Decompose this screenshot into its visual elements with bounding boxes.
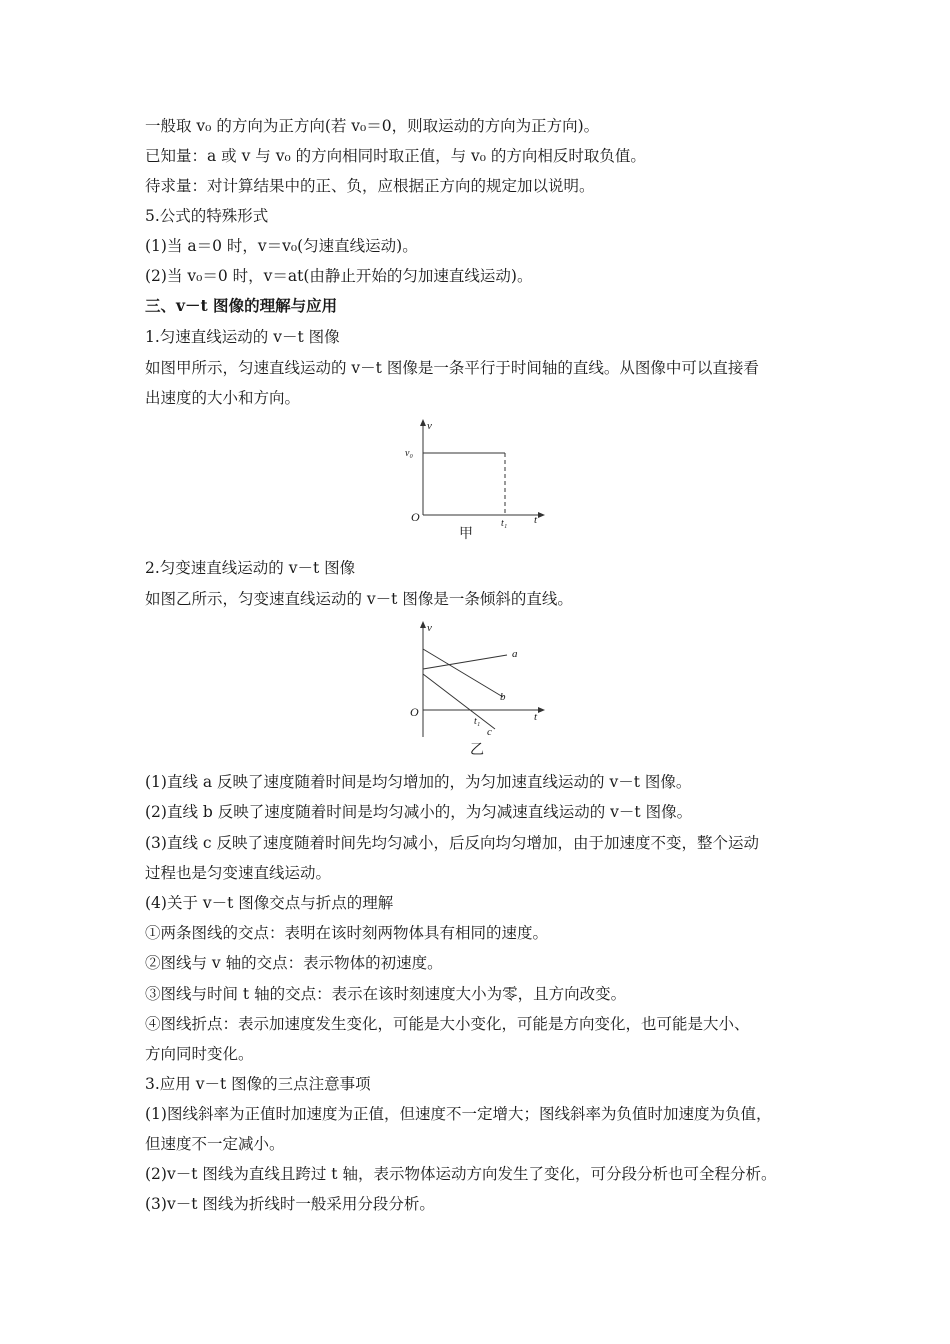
text-line: 过程也是匀变速直线运动。 [145,864,332,882]
chapter-heading: 三、v－t 图像的理解与应用 [145,296,338,315]
text-line: ③图线与时间 t 轴的交点：表示在该时刻速度大小为零，且方向改变。 [145,985,627,1003]
line-c-label: c [487,726,492,738]
line-a-label: a [512,648,518,660]
line-b [423,649,503,697]
x-axis-label: t [534,514,538,526]
section-heading: 3.应用 v－t 图像的三点注意事项 [145,1075,371,1093]
t1-label: t₁ [474,716,481,727]
text-line: (1)直线 a 反映了速度随着时间是均匀增加的，为匀加速直线运动的 v－t 图像。 [145,773,692,791]
text-line: 出速度的大小和方向。 [145,389,301,407]
line-c [423,674,495,729]
x-axis-arrow [538,707,545,713]
figure-caption: 甲 [459,526,473,542]
figure-caption: 乙 [470,742,484,758]
figure-jia [395,415,555,530]
text-line: 如图甲所示，匀速直线运动的 v－t 图像是一条平行于时间轴的直线。从图像中可以直接看 [145,359,759,377]
t1-label: t₁ [501,518,508,529]
text-line: (2)当 v₀＝0 时，v＝at(由静止开始的匀加速直线运动)。 [145,267,533,285]
text-line: 但速度不一定减小。 [145,1135,285,1153]
text-line: ②图线与 v 轴的交点：表示物体的初速度。 [145,954,443,972]
y-axis-label: v [427,622,432,634]
text-line: 方向同时变化。 [145,1045,254,1063]
text-line: (3)直线 c 反映了速度随着时间先均匀减小，后反向均匀增加，由于加速度不变，整个运动 [145,834,759,852]
x-axis-arrow [538,512,545,518]
text-line: 一般取 v₀ 的方向为正方向(若 v₀＝0，则取运动的方向为正方向)。 [145,117,600,135]
text-line: (2)v－t 图线为直线且跨过 t 轴，表示物体运动方向发生了变化，可分段分析也可全程分析。 [145,1165,777,1183]
text-line: 如图乙所示，匀变速直线运动的 v－t 图像是一条倾斜的直线。 [145,590,573,608]
origin-label: O [411,510,420,524]
v0-label: v₀ [405,448,413,459]
y-axis-label: v [427,420,432,432]
text-line: 已知量：a 或 v 与 v₀ 的方向相同时取正值，与 v₀ 的方向相反时取负值。 [145,147,646,165]
line-b-label: b [500,691,506,703]
origin-label: O [410,705,419,719]
text-line: (4)关于 v－t 图像交点与折点的理解 [145,894,394,912]
text-line: (2)直线 b 反映了速度随着时间是均匀减小的，为匀减速直线运动的 v－t 图像。 [145,803,693,821]
section-heading: 2.匀变速直线运动的 v－t 图像 [145,559,356,577]
y-axis-arrow [420,419,426,426]
text-line: (3)v－t 图线为折线时一般采用分段分析。 [145,1195,435,1213]
section-heading: 5.公式的特殊形式 [145,207,269,225]
section-heading: 1.匀速直线运动的 v－t 图像 [145,328,340,346]
text-line: ①两条图线的交点：表明在该时刻两物体具有相同的速度。 [145,924,549,942]
text-line: (1)图线斜率为正值时加速度为正值，但速度不一定增大；图线斜率为负值时加速度为负值， [145,1105,772,1123]
text-line: (1)当 a＝0 时，v＝v₀(匀速直线运动)。 [145,237,418,255]
y-axis-arrow [420,621,426,628]
figure-yi [395,617,555,739]
x-axis-label: t [534,711,538,723]
text-line: ④图线折点：表示加速度发生变化，可能是大小变化，可能是方向变化，也可能是大小、 [145,1015,750,1033]
text-line: 待求量：对计算结果中的正、负，应根据正方向的规定加以说明。 [145,177,595,195]
